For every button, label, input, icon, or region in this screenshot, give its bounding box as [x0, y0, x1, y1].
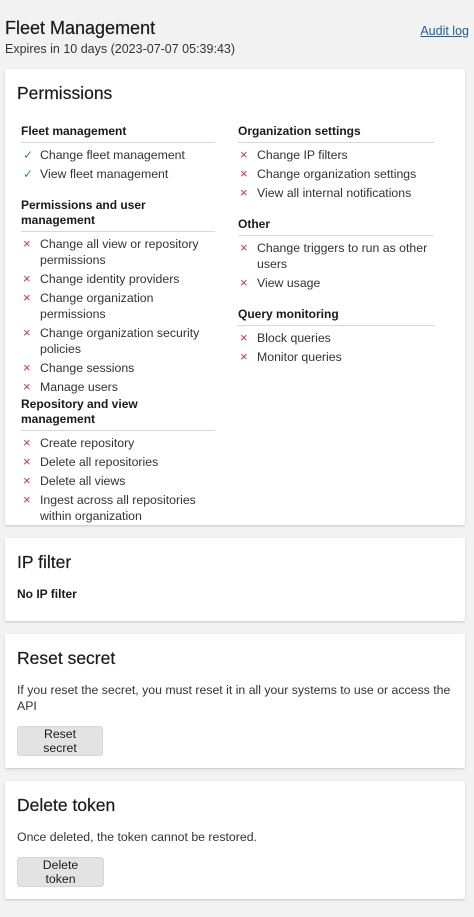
ip-filter-card [5, 538, 465, 621]
delete-token-title: Delete token [17, 795, 116, 815]
reset-secret-description: If you reset the secret, you must reset it in all your systems to use or access the API [17, 683, 451, 713]
audit-log-link[interactable]: Audit log [420, 24, 469, 38]
permission-item: × Change organization security policies [23, 325, 200, 356]
permissions-title: Permissions [17, 83, 113, 103]
permission-group-query-monitoring [238, 307, 434, 365]
cross-icon: × [240, 185, 248, 200]
cross-icon: × [240, 147, 248, 162]
permission-item: × Create repository [23, 435, 135, 450]
permission-item: × Change triggers to run as other users [240, 240, 428, 271]
cross-icon: × [240, 166, 248, 181]
permission-item: ✓ Change fleet management [23, 148, 185, 162]
cross-icon: × [23, 473, 31, 488]
permission-item: × View usage [240, 275, 321, 290]
cross-icon: × [240, 275, 248, 290]
reset-secret-button[interactable]: Reset secret [17, 726, 103, 756]
reset-secret-title: Reset secret [17, 648, 116, 668]
check-icon: ✓ [23, 167, 34, 181]
group-title: Fleet management [21, 124, 215, 143]
group-title: Permissions and user management [21, 198, 215, 232]
expiry-text: Expires in 10 days (2023-07-07 05:39:43) [5, 42, 236, 56]
permission-group-other [238, 217, 434, 291]
permission-item: × View all internal notifications [240, 185, 412, 200]
permission-item: × Change organization settings [240, 166, 417, 181]
permission-group-organization-settings [238, 124, 434, 201]
cross-icon: × [240, 349, 248, 364]
cross-icon: × [240, 330, 248, 345]
group-title: Query monitoring [238, 307, 434, 326]
cross-icon: × [23, 492, 31, 507]
permission-item: × Delete all repositories [23, 454, 159, 469]
group-title: Other [238, 217, 434, 236]
permission-item: × Delete all views [23, 473, 126, 488]
check-icon: ✓ [23, 148, 34, 162]
permission-group-repository-view-management [21, 397, 215, 524]
permission-item: × Change IP filters [240, 147, 348, 162]
delete-token-button[interactable]: Delete token [17, 857, 104, 887]
delete-token-card [5, 781, 465, 899]
cross-icon: × [240, 240, 248, 255]
group-title: Repository and view management [21, 397, 215, 431]
delete-token-description: Once deleted, the token cannot be restored. [17, 830, 257, 844]
page-title: Fleet Management [5, 18, 156, 38]
permissions-card [5, 69, 465, 525]
permission-item: × Change all view or repository permissions [23, 236, 199, 267]
cross-icon: × [23, 360, 31, 375]
permission-item: × Block queries [240, 330, 331, 345]
permission-group-permissions-user-management [21, 198, 215, 395]
ip-filter-title: IP filter [17, 552, 72, 572]
permission-group-fleet-management [21, 124, 215, 182]
cross-icon: × [23, 454, 31, 469]
permission-item: × Change organization permissions [23, 290, 154, 321]
cross-icon: × [23, 271, 31, 286]
cross-icon: × [23, 379, 31, 394]
permission-item: × Change sessions [23, 360, 135, 375]
permission-item: × Monitor queries [240, 349, 342, 364]
permission-item: × Change identity providers [23, 271, 180, 286]
ip-filter-value: No IP filter [17, 587, 77, 601]
permission-item: ✓ View fleet management [23, 167, 169, 181]
cross-icon: × [23, 236, 31, 251]
reset-secret-card [5, 634, 465, 768]
cross-icon: × [23, 290, 31, 305]
page-header [5, 17, 469, 57]
permission-item: × Ingest across all repositories within organization [23, 492, 196, 523]
cross-icon: × [23, 435, 31, 450]
permission-item: × Manage users [23, 379, 118, 394]
cross-icon: × [23, 325, 31, 340]
group-title: Organization settings [238, 124, 434, 143]
